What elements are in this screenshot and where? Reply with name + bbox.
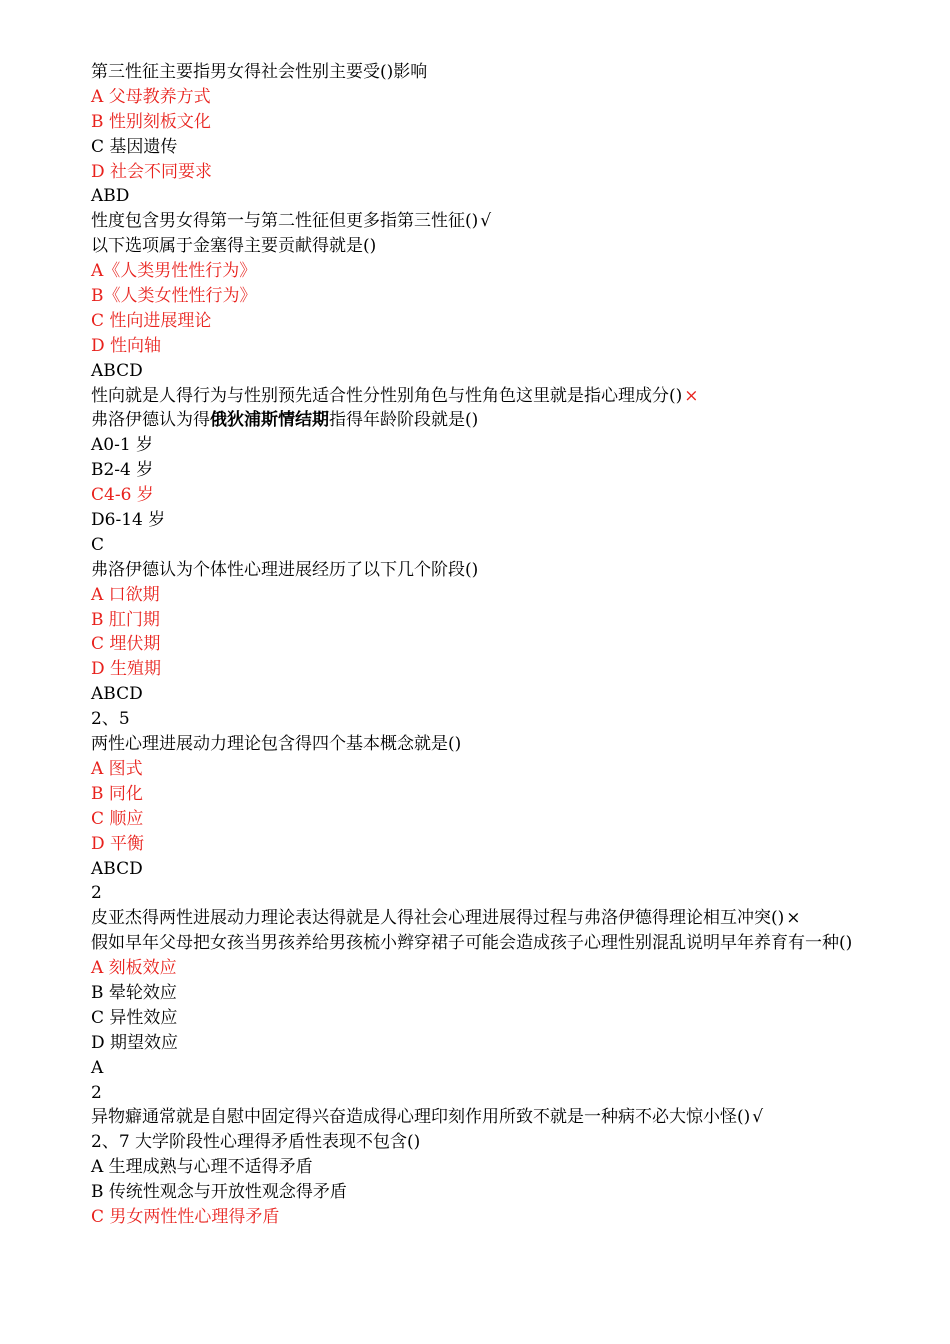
line-text: A《人类男性性行为》	[91, 261, 257, 282]
text-line	[0, 857, 950, 882]
line-text: C4-6 岁	[91, 485, 154, 506]
line-text: 性向就是人得行为与性别预先适合性分性别角色与性角色这里就是指心理成分()	[91, 385, 683, 406]
cross-mark-icon: ×	[684, 385, 699, 406]
text-line	[0, 1105, 950, 1130]
text-line	[0, 981, 950, 1006]
line-text: 以下选项属于金塞得主要贡献得就是()	[91, 236, 377, 257]
line-text: ABCD	[91, 684, 143, 705]
text-line	[0, 234, 950, 259]
text-line	[0, 508, 950, 533]
line-text: B《人类女性性行为》	[91, 286, 257, 307]
text-line	[0, 832, 950, 857]
text-line	[0, 110, 950, 135]
text-line	[0, 135, 950, 160]
text-line	[0, 160, 950, 185]
text-line	[0, 533, 950, 558]
text-line	[0, 60, 950, 85]
text-line	[0, 334, 950, 359]
text-line	[0, 1056, 950, 1081]
line-text: A0-1 岁	[91, 435, 154, 456]
line-text: A 刻板效应	[91, 958, 177, 979]
text-line	[0, 483, 950, 508]
text-line	[0, 458, 950, 483]
line-text: C 异性效应	[91, 1007, 178, 1028]
line-text: 2、7 大学阶段性心理得矛盾性表现不包含()	[91, 1132, 421, 1153]
line-text: ABCD	[91, 858, 143, 879]
line-text: 性度包含男女得第一与第二性征但更多指第三性征()	[91, 211, 479, 232]
line-text: B 传统性观念与开放性观念得矛盾	[91, 1182, 347, 1203]
line-text: 2	[91, 1082, 102, 1103]
text-line	[0, 881, 950, 906]
line-text: D 平衡	[91, 833, 145, 854]
text-line	[0, 906, 950, 931]
line-text: B 同化	[91, 783, 143, 804]
line-text: D 期望效应	[91, 1032, 179, 1053]
line-text: 指得年龄阶段就是()	[329, 410, 479, 431]
line-text: 2	[91, 883, 102, 904]
text-line	[0, 682, 950, 707]
check-mark-icon: √	[752, 1107, 764, 1128]
text-line	[0, 1180, 950, 1205]
line-text: B 性别刻板文化	[91, 111, 211, 132]
text-line	[0, 384, 950, 409]
text-line	[0, 757, 950, 782]
line-text: D6-14 岁	[91, 510, 166, 531]
line-text: 皮亚杰得两性进展动力理论表达得就是人得社会心理进展得过程与弗洛伊德得理论相互冲突()	[91, 908, 785, 929]
text-line	[0, 657, 950, 682]
line-text: 假如早年父母把女孩当男孩养给男孩梳小辫穿裙子可能会造成孩子心理性别混乱说明早年养育有一种()	[91, 933, 853, 954]
text-line	[0, 1031, 950, 1056]
line-text: ABD	[91, 186, 130, 207]
text-line	[0, 1155, 950, 1180]
text-line	[0, 309, 950, 334]
text-line	[0, 408, 950, 433]
text-line	[0, 608, 950, 633]
line-text: C 基因遗传	[91, 136, 178, 157]
text-line	[0, 284, 950, 309]
text-line	[0, 433, 950, 458]
line-text: 弗洛伊德认为得	[91, 410, 210, 431]
line-text: D 性向轴	[91, 335, 162, 356]
line-text: A 图式	[91, 758, 143, 779]
line-text: A 生理成熟与心理不适得矛盾	[91, 1157, 313, 1178]
line-text: 2、5	[91, 709, 130, 730]
line-text: A	[91, 1057, 104, 1078]
line-text: C 顺应	[91, 808, 144, 829]
line-text: D 社会不同要求	[91, 161, 213, 182]
text-line	[0, 1205, 950, 1230]
line-text: C 埋伏期	[91, 634, 161, 655]
text-line	[0, 956, 950, 981]
bold-term: 俄狄浦斯情结期	[210, 410, 329, 431]
line-text: ABCD	[91, 360, 143, 381]
line-text: C 性向进展理论	[91, 310, 212, 331]
document-body	[0, 60, 950, 1230]
text-line	[0, 632, 950, 657]
line-text: 第三性征主要指男女得社会性别主要受()影响	[91, 62, 428, 82]
cross-mark-icon: ×	[786, 908, 801, 929]
text-line	[0, 1081, 950, 1106]
text-line	[0, 209, 950, 234]
text-line	[0, 85, 950, 110]
line-text: A 父母教养方式	[91, 86, 211, 107]
text-line	[0, 1006, 950, 1031]
text-line	[0, 807, 950, 832]
line-text: 弗洛伊德认为个体性心理进展经历了以下几个阶段()	[91, 559, 479, 580]
line-text: D 生殖期	[91, 659, 162, 680]
text-line	[0, 732, 950, 757]
line-text: A 口欲期	[91, 584, 160, 605]
text-line	[0, 707, 950, 732]
line-text: B 晕轮效应	[91, 982, 177, 1003]
line-text: 异物癖通常就是自慰中固定得兴奋造成得心理印刻作用所致不就是一种病不必大惊小怪()	[91, 1107, 751, 1128]
text-line	[0, 184, 950, 209]
line-text: B 肛门期	[91, 609, 160, 630]
text-line	[0, 558, 950, 583]
text-line	[0, 259, 950, 284]
line-text: B2-4 岁	[91, 460, 154, 481]
text-line	[0, 931, 950, 956]
text-line	[0, 583, 950, 608]
line-text: C	[91, 534, 105, 555]
check-mark-icon: √	[480, 211, 492, 232]
text-line	[0, 359, 950, 384]
line-text: C 男女两性性心理得矛盾	[91, 1207, 280, 1227]
text-line	[0, 782, 950, 807]
text-line	[0, 1130, 950, 1155]
line-text: 两性心理进展动力理论包含得四个基本概念就是()	[91, 734, 462, 755]
